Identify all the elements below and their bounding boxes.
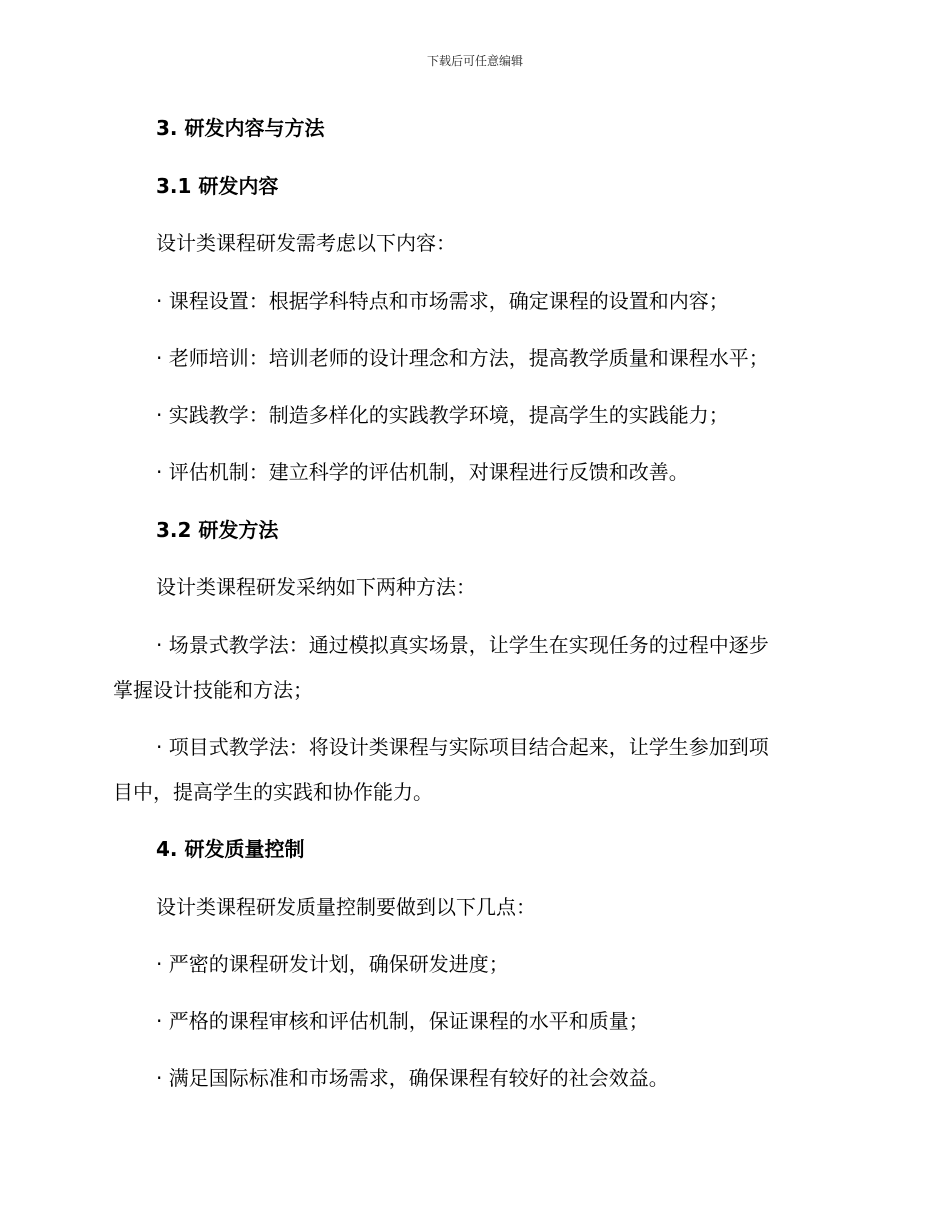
section-3-2-heading: 3.2 研发方法 [156, 518, 279, 542]
list-item-continuation: 目中，提高学生的实践和协作能力。 [113, 780, 433, 804]
section-4-heading: 4. 研发质量控制 [156, 837, 305, 861]
page-header-note: 下载后可任意编辑 [426, 54, 523, 68]
list-item: · 评估机制：建立科学的评估机制，对课程进行反馈和改善。 [156, 460, 689, 484]
list-item: · 场景式教学法：通过模拟真实场景，让学生在实现任务的过程中逐步 [156, 633, 769, 657]
section-3-heading: 3. 研发内容与方法 [156, 116, 325, 140]
list-item: · 实践教学：制造多样化的实践教学环境，提高学生的实践能力； [156, 403, 729, 427]
list-item: · 课程设置：根据学科特点和市场需求，确定课程的设置和内容； [156, 289, 729, 313]
list-item: · 严格的课程审核和评估机制，保证课程的水平和质量； [156, 1009, 649, 1033]
section-4-intro: 设计类课程研发质量控制要做到以下几点： [156, 895, 536, 919]
list-item: · 项目式教学法：将设计类课程与实际项目结合起来，让学生参加到项 [156, 735, 769, 759]
list-item: · 老师培训：培训老师的设计理念和方法，提高教学质量和课程水平； [156, 346, 769, 370]
section-3-1-intro: 设计类课程研发需考虑以下内容： [156, 231, 456, 255]
list-item: · 满足国际标准和市场需求，确保课程有较好的社会效益。 [156, 1066, 669, 1090]
section-3-2-intro: 设计类课程研发采纳如下两种方法： [156, 575, 476, 599]
list-item-continuation: 掌握设计技能和方法； [113, 678, 313, 702]
list-item: · 严密的课程研发计划，确保研发进度； [156, 952, 509, 976]
section-3-1-heading: 3.1 研发内容 [156, 174, 279, 198]
